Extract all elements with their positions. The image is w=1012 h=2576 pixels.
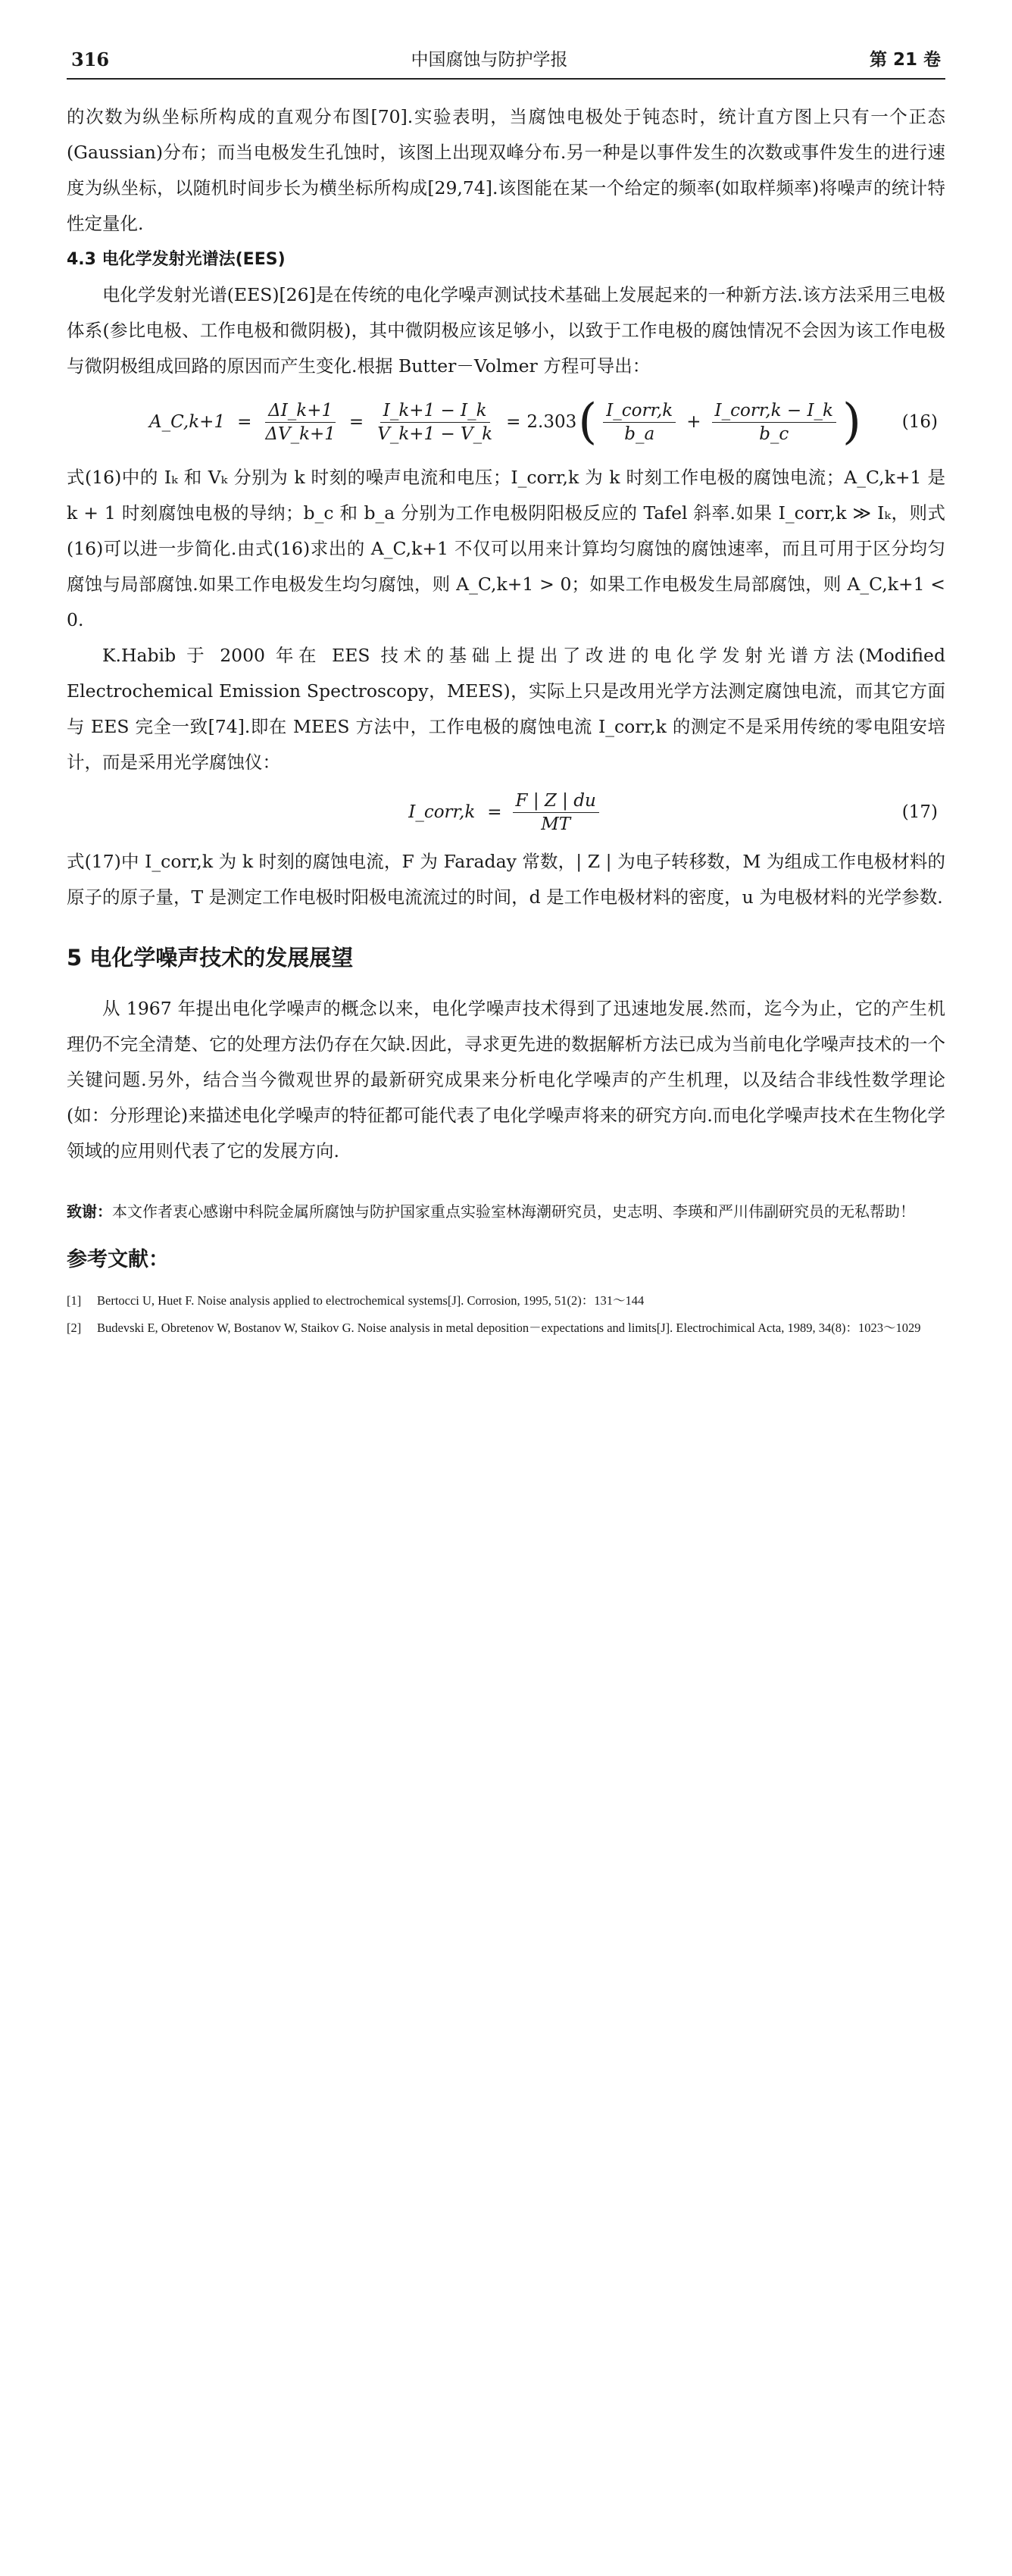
eq16-frac-4-den: b_c (759, 424, 789, 444)
reference-number: [2] (67, 1321, 82, 1335)
paragraph-4-3-eq16-explanation: 式(16)中的 Iₖ 和 Vₖ 分别为 k 时刻的噪声电流和电压；I_corr,k 为 k 时刻工作电极的腐蚀电流；A_C,k+1 是 k + 1 时刻腐蚀电极的导纳；b_c 和 b_a 分别为工作电极阴阳极反应的 Tafel 斜率.如果 I_corr,k ≫ Iₖ，则式(16)可以进一步简化.由式(16)求出的 A_C,k+1 不仅可以用来计算均匀腐蚀的腐蚀速率，而且可用于区分均匀腐蚀与局部腐蚀.如果工作电极发生均匀腐蚀，则 A_C,k+1 > 0；如果工作电极发生局部腐蚀，则 A_C,k+1 < 0. (67, 467, 945, 630)
eq16-frac-1-num: ΔI_k+1 (265, 401, 336, 423)
acknowledgement (67, 1196, 945, 1227)
eq16-equals-1: = (237, 412, 252, 432)
eq17-number: (17) (901, 802, 938, 822)
eq17-frac-den: MT (541, 814, 571, 834)
eq16-frac-2-den: V_k+1 − V_k (377, 424, 493, 444)
page-number: 316 (71, 48, 110, 70)
equation-17 (67, 780, 945, 844)
eq16-frac-4-num: I_corr,k − I_k (712, 401, 836, 423)
eq17-frac-num: F | Z | du (513, 791, 599, 813)
section-5-title: 5 电化学噪声技术的发展展望 (67, 945, 354, 971)
eq16-coefficient: 2.303 (526, 412, 577, 432)
acknowledgement-colon: ： (97, 1202, 112, 1221)
eq17-lhs: I_corr,k (408, 802, 476, 822)
eq16-frac-1-den: ΔV_k+1 (265, 424, 336, 444)
eq17-frac (513, 791, 599, 834)
eq16-frac-3-den: b_a (624, 424, 655, 444)
eq16-frac-4 (712, 401, 836, 444)
paper-page (67, 45, 945, 1343)
paragraph-4-3-eq17-explanation: 式(17)中 I_corr,k 为 k 时刻的腐蚀电流，F 为 Faraday 常数，| Z | 为电子转移数，M 为组成工作电极材料的原子的原子量，T 是测定工作电极时阳极电流流过的时间，d 是工作电极材料的密度，u 为电极材料的光学参数. (67, 851, 945, 908)
equation-16 (67, 384, 945, 460)
paragraph-section-5: 从 1967 年提出电化学噪声的概念以来，电化学噪声技术得到了迅速地发展.然而，迄今为止，它的产生机理仍不完全清楚、它的处理方法仍存在欠缺.因此，寻求更先进的数据解析方法已成为当前电化学噪声技术的一个关键问题.另外，结合当今微观世界的最新研究成果来分析电化学噪声的产生机理，以及结合非线性数学理论(如：分形理论)来描述电化学噪声的特征都可能代表了电化学噪声将来的研究方向.而电化学噪声技术在生物化学领域的应用则代表了它的发展方向. (67, 998, 945, 1161)
volume-label: 第 21 卷 (869, 50, 941, 70)
acknowledgement-heading: 致谢 (67, 1202, 97, 1221)
reference-item (67, 1316, 945, 1340)
eq16-frac-3 (603, 401, 676, 444)
reference-number: [1] (67, 1293, 82, 1308)
eq16-plus: + (686, 412, 701, 432)
eq16-frac-2-num: I_k+1 − I_k (380, 401, 490, 423)
eq16-close-paren: ) (842, 394, 861, 450)
eq16-frac-2 (374, 401, 495, 444)
eq16-equals-2: = (348, 412, 364, 432)
section-4-3-title: 4.3 电化学发射光谱法(EES) (67, 250, 286, 269)
page-header (67, 45, 945, 80)
acknowledgement-text: 本文作者衷心感谢中科院金属所腐蚀与防护国家重点实验室林海潮研究员，史志明、李瑛和严川伟副研究员的无私帮助！ (112, 1202, 915, 1221)
references-title: 参考文献： (67, 1248, 169, 1271)
eq17-equals: = (487, 802, 502, 822)
eq16-number: (16) (901, 412, 938, 432)
paragraph-4-3-mees: K.Habib 于 2000 年在 EES 技术的基础上提出了改进的电化学发射光谱方法(Modified Electrochemical Emission Spectroscopy，MEES)，实际上只是改用光学方法测定腐蚀电流，而其它方面与 EES 完全一致[74].即在 MEES 方法中，工作电极的腐蚀电流 I_corr,k 的测定不是采用传统的零电阻安培计，而是采用光学腐蚀仪： (67, 645, 945, 773)
eq16-open-paren: ( (578, 394, 598, 450)
eq16-lhs: A_C,k+1 (149, 412, 226, 432)
journal-name: 中国腐蚀与防护学报 (411, 50, 568, 70)
reference-text: Bertocci U, Huet F. Noise analysis applied to electrochemical systems[J]. Corrosion, 1995, 51(2)：131～144 (97, 1293, 645, 1308)
paragraph-4-3-intro: 电化学发射光谱(EES)[26]是在传统的电化学噪声测试技术基础上发展起来的一种新方法.该方法采用三电极体系(参比电极、工作电极和微阴极)，其中微阴极应该足够小，以致于工作电极的腐蚀情况不会因为该工作电极与微阴极组成回路的原因而产生变化.根据 Butter－Volmer 方程可导出： (67, 284, 945, 377)
reference-text: Budevski E, Obretenov W, Bostanov W, Staikov G. Noise analysis in metal deposition－expectations and limits[J]. Electrochimical Acta, 1989, 34(8)：1023～1029 (97, 1321, 921, 1335)
eq16-frac-1 (262, 401, 339, 444)
eq16-frac-3-num: I_corr,k (603, 401, 676, 423)
paragraph-4-2-tail: 的次数为纵坐标所构成的直观分布图[70].实验表明，当腐蚀电极处于钝态时，统计直方图上只有一个正态(Gaussian)分布；而当电极发生孔蚀时，该图上出现双峰分布.另一种是以事件发生的次数或事件发生的进行速度为纵坐标，以随机时间步长为横坐标所构成[29,74].该图能在某一个给定的频率(如取样频率)将噪声的统计特性定量化. (67, 106, 945, 234)
eq16-equals-3: = (506, 412, 521, 432)
reference-item (67, 1289, 945, 1313)
